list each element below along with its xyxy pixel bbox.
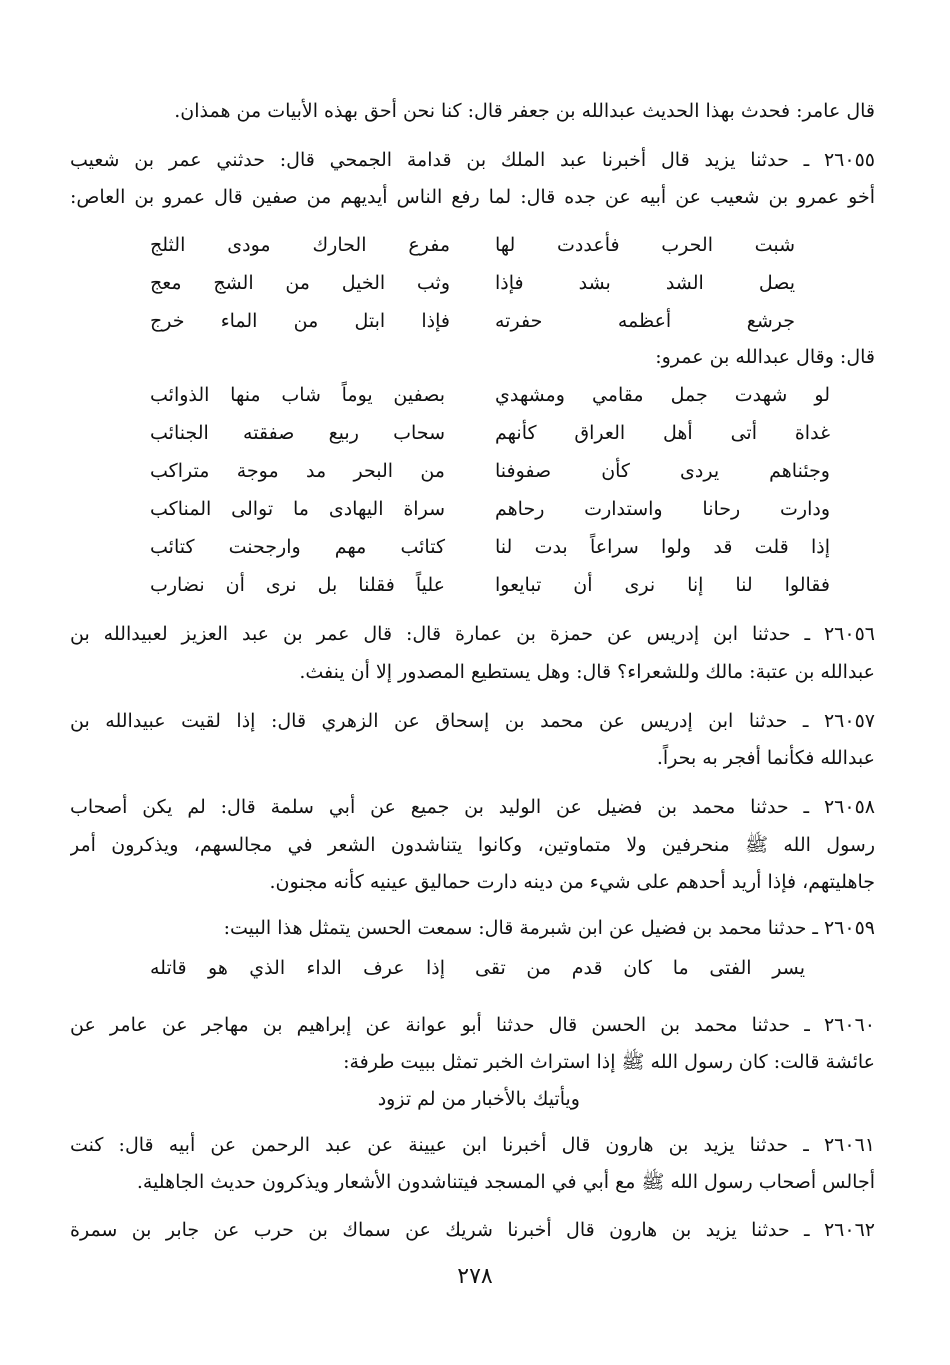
hadith-26057-line1: ٢٦٠٥٧ ـ حدثنا ابن إدريس عن محمد بن إسحاق عن الزهري قال: إذا لقيت عبيدالله بن: [70, 710, 875, 732]
hadith-26058-line3: جاهليتهم، فإذا أريد أحدهم على شيء من دينه دارت حماليق عينيه كأنه مجنون.: [269, 871, 875, 893]
hadith-26059-verse-first: يسر الفتى ما كان قدم من تقى: [475, 957, 805, 979]
verse2-3-second: من البحر مد موجة متراكب: [150, 460, 445, 482]
verse2-6-second: علياً فقلنا بل نرى أن نضارب: [150, 574, 445, 596]
hadith-26055-line1: ٢٦٠٥٥ ـ حدثنا يزيد قال أخبرنا عبد الملك بن قدامة الجمحي قال: حدثني عمر بن شعيب: [70, 149, 875, 171]
hadith-26058-line1: ٢٦٠٥٨ ـ حدثنا محمد بن فضيل عن الوليد بن جميع عن أبي سلمة قال: لم يكن أصحاب: [70, 796, 875, 818]
verse-1-second: مفرع الحارك مودى الثلج: [150, 234, 450, 256]
verse2-1-second: بصفين يوماً شاب منها الذوائب: [150, 384, 445, 406]
verse2-5-second: كتائب مهم وارجحنت كتائب: [150, 536, 445, 558]
hadith-26057-line2: عبدالله فكأنما أفجر به بحراً.: [656, 747, 875, 769]
verse2-6-first: فقالوا لنا إنا نرى أن تبايعوا: [495, 574, 830, 596]
verse-2-first: يصل الشد بشد فإذا: [495, 272, 795, 294]
hadith-26059-verse-second: إذا عرف الداء الذي هو قاتله: [150, 957, 445, 979]
verse2-4-second: سراة اليهادى ما توالى المناكب: [150, 498, 445, 520]
hadith-26055-line2: أخو عمرو بن شعيب عن أبيه عن جده قال: لما رفع الناس أيديهم من صفين قال عمرو بن العاص:: [70, 186, 875, 208]
hadith-26060-line2: عائشة قالت: كان رسول الله ﷺ إذا استراث الخبر تمثل ببيت طرفة:: [343, 1051, 875, 1073]
hadith-26056-line2: عبدالله بن عتبة: مالك وللشعراء؟ قال: وهل يستطيع المصدور إلا أن ينفث.: [299, 661, 875, 683]
verse2-1-first: لو شهدت جمل مقامي ومشهدي: [495, 384, 830, 406]
verse2-5-first: إذا قلت قد ولوا سراعاً بدت لنا: [495, 536, 830, 558]
verse2-2-second: سحاب ربيع صفقته الجنائب: [150, 422, 445, 444]
hadith-26058-line2: رسول الله ﷺ منحرفين ولا متماوتين، وكانوا يتناشدون الشعر في مجالسهم، ويذكرون أمر: [70, 834, 875, 856]
hadith-26060-line1: ٢٦٠٦٠ ـ حدثنا محمد بن الحسن قال حدثنا أبو عوانة عن إبراهيم بن مهاجر عن عامر عن: [70, 1014, 875, 1036]
page-number: ٢٧٨: [457, 1264, 493, 1289]
verse-3-first: جرشع أعظمه حفرته: [495, 310, 795, 332]
hadith-26061-line2: أجالس أصحاب رسول الله ﷺ مع أبي في المسجد فيتناشدون الأشعار ويذكرون حديث الجاهلية.: [136, 1171, 875, 1193]
verse-2-second: وثب الخيل من الشج معج: [150, 272, 450, 294]
verse2-2-first: غداة أتى أهل العراق كأنهم: [495, 422, 830, 444]
verse2-3-first: وجئناهم يردى كأن صفوفنا: [495, 460, 830, 482]
hadith-26056-line1: ٢٦٠٥٦ ـ حدثنا ابن إدريس عن حمزة بن عمارة قال: قال عمر بن عبد العزيز لعبيدالله بن: [70, 623, 875, 645]
hadith-26059-line1: ٢٦٠٥٩ ـ حدثنا محمد بن فضيل عن ابن شبرمة قال: سمعت الحسن يتمثل هذا البيت:: [223, 917, 875, 939]
hadith-26062-line1: ٢٦٠٦٢ ـ حدثنا يزيد بن هارون قال أخبرنا شريك عن سماك بن حرب عن جابر بن سمرة: [70, 1219, 875, 1241]
verse2-4-first: ودارت رحانا واستدارت رحاهم: [495, 498, 830, 520]
verse-1-first: شبت الحرب فأعددت لها: [495, 234, 795, 256]
hadith-26060-verse: ويأتيك بالأخبار من لم تزود: [377, 1088, 580, 1110]
verse-3-second: فإذا ابتل من الماء خرج: [150, 310, 450, 332]
hadith-26055-line3: قال: وقال عبدالله بن عمرو:: [655, 346, 875, 368]
hadith-26061-line1: ٢٦٠٦١ ـ حدثنا يزيد بن هارون قال أخبرنا ابن عيينة عن عبد الرحمن عن أبيه قال: كنت: [70, 1134, 875, 1156]
intro-line: قال عامر: فحدث بهذا الحديث عبدالله بن جعفر قال: كنا نحن أحق بهذه الأبيات من همذان.: [174, 100, 875, 122]
